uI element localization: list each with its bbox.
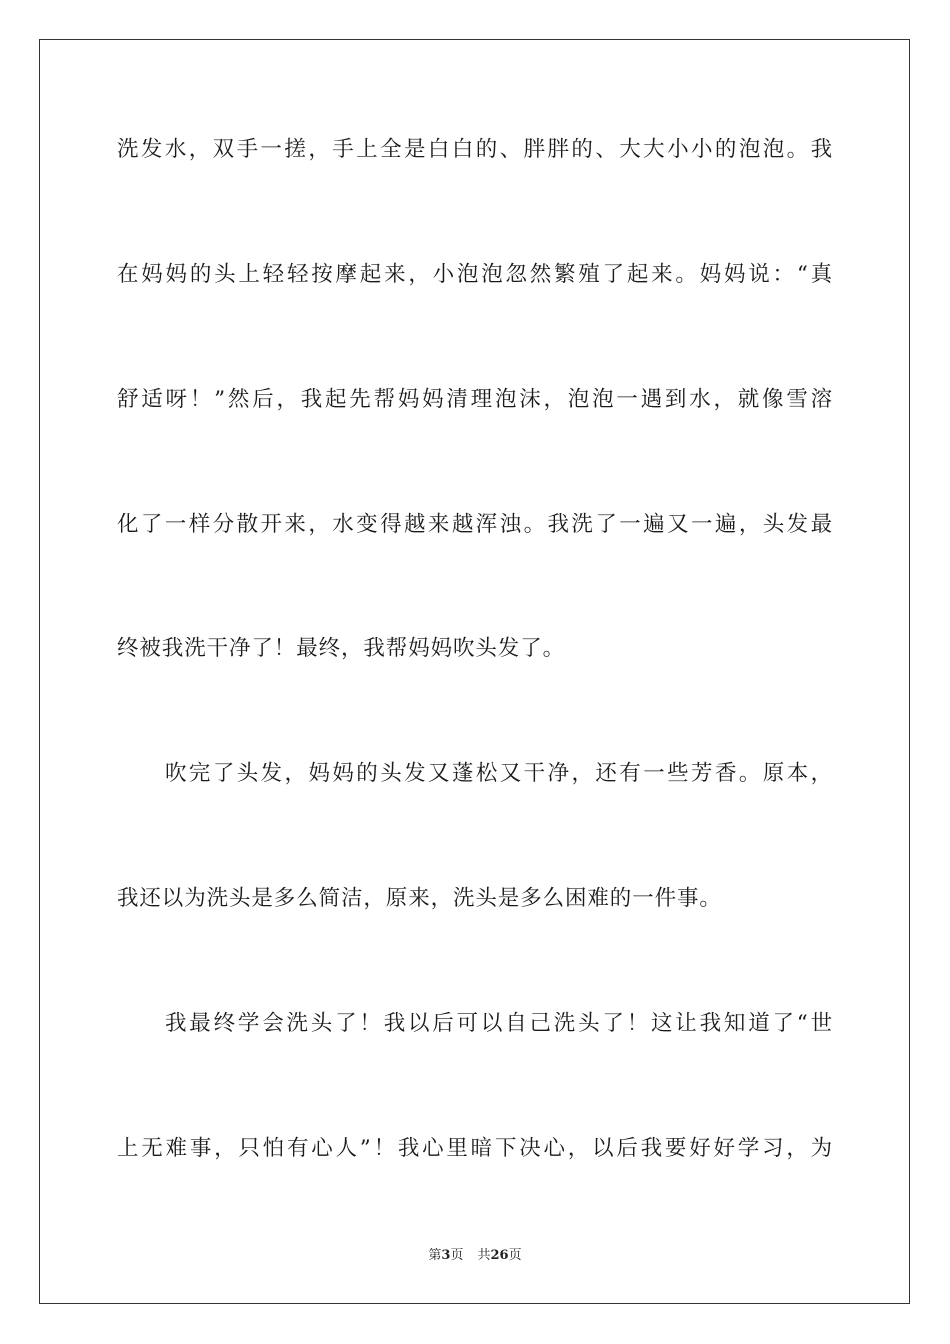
total-prefix: 共: [477, 1248, 491, 1263]
paragraph-first-line: 吹完了头发，妈妈的头发又蓬松又干净，还有一些芳香。原本，: [165, 761, 833, 786]
text-line: 上无难事，只怕有心人”！我心里暗下决心，以后我要好好学习，为: [117, 1136, 833, 1161]
text-line: 舒适呀！”然后，我起先帮妈妈清理泡沫，泡泡一遇到水，就像雪溶: [117, 387, 833, 412]
text-line: 在妈妈的头上轻轻按摩起来，小泡泡忽然繁殖了起来。妈妈说：“真: [117, 262, 833, 287]
page-border: [39, 39, 910, 1304]
total-pages: 26: [490, 1248, 509, 1263]
page-prefix: 第: [428, 1248, 442, 1263]
page-footer: [0, 1248, 950, 1264]
paragraph-first-line: 我最终学会洗头了！我以后可以自己洗头了！这让我知道了“世: [165, 1011, 833, 1036]
text-line: 洗发水，双手一搓，手上全是白白的、胖胖的、大大小小的泡泡。我: [117, 137, 833, 162]
page-suffix: 页: [450, 1248, 464, 1263]
page-number: 3: [441, 1248, 451, 1263]
text-line: 终被我洗干净了！最终，我帮妈妈吹头发了。: [117, 636, 566, 661]
text-line: 我还以为洗头是多么简洁，原来，洗头是多么困难的一件事。: [117, 886, 722, 911]
total-suffix: 页: [508, 1248, 522, 1263]
text-line: 化了一样分散开来，水变得越来越浑浊。我洗了一遍又一遍，头发最: [117, 512, 833, 537]
